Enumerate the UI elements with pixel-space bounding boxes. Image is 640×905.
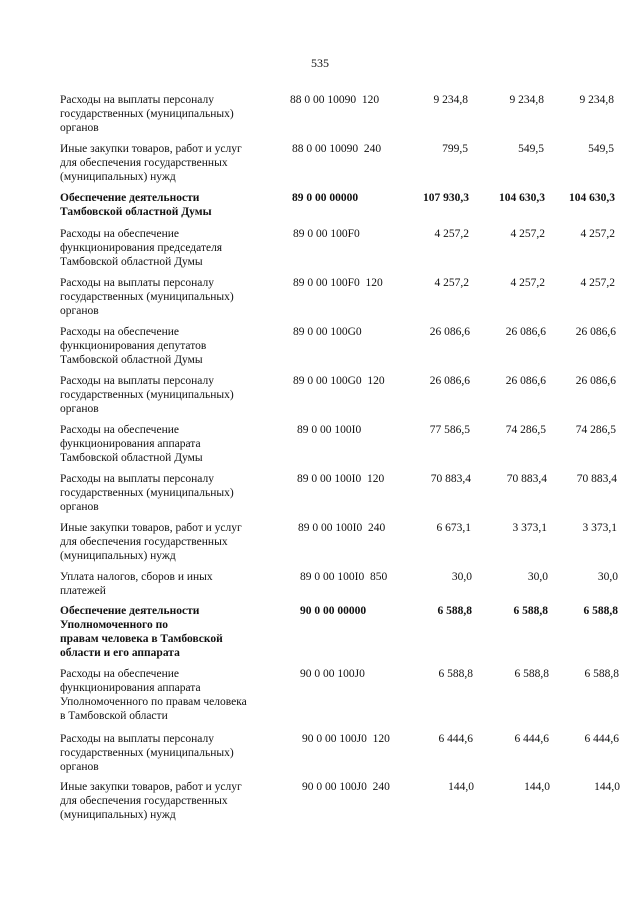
row-name-line: Обеспечение деятельности xyxy=(60,605,200,617)
row-name-line: правам человека в Тамбовской xyxy=(60,633,223,645)
row-name-line: Расходы на выплаты персоналу xyxy=(60,473,214,485)
row-name-line: Расходы на выплаты персоналу xyxy=(60,94,214,106)
row-value-v2: 104 630,3 xyxy=(499,192,545,204)
row-value-v2: 549,5 xyxy=(518,143,544,155)
row-name-line: Расходы на обеспечение xyxy=(60,424,179,436)
row-name-line: Тамбовской областной Думы xyxy=(60,452,203,464)
row-value-v1: 4 257,2 xyxy=(434,228,469,240)
row-name-line: органов xyxy=(60,305,99,317)
row-value-v3: 3 373,1 xyxy=(582,522,617,534)
row-name-line: органов xyxy=(60,122,99,134)
row-name-line: государственных (муниципальных) xyxy=(60,389,234,401)
row-code: 88 0 00 10090 240 xyxy=(292,143,382,155)
row-code: 89 0 00 00000 xyxy=(292,192,359,204)
row-value-v1: 70 883,4 xyxy=(430,473,471,485)
row-name xyxy=(60,521,280,563)
row-name xyxy=(60,325,280,367)
row-value-v1: 6 673,1 xyxy=(436,522,471,534)
row-value-v1: 9 234,8 xyxy=(433,94,468,106)
row-value-v3: 549,5 xyxy=(588,143,614,155)
row-value-v1: 799,5 xyxy=(442,143,468,155)
row-value-v3: 144,0 xyxy=(594,781,620,793)
row-name xyxy=(60,667,280,723)
row-name xyxy=(60,604,280,660)
row-name-line: органов xyxy=(60,403,99,415)
row-name xyxy=(60,780,280,822)
row-value-v3: 26 086,6 xyxy=(575,375,616,387)
row-code: 89 0 00 100I0 850 xyxy=(300,571,388,583)
row-name-line: Расходы на выплаты персоналу xyxy=(60,375,214,387)
row-value-v1: 6 588,8 xyxy=(438,668,473,680)
row-name xyxy=(60,374,280,416)
row-code: 89 0 00 100I0 120 xyxy=(297,473,385,485)
row-value-v2: 30,0 xyxy=(527,571,548,583)
row-value-v3: 6 588,8 xyxy=(583,605,618,617)
row-name-line: государственных (муниципальных) xyxy=(60,108,234,120)
row-value-v3: 6 588,8 xyxy=(584,668,619,680)
row-value-v1: 107 930,3 xyxy=(423,192,469,204)
row-name-line: государственных (муниципальных) xyxy=(60,487,234,499)
row-name-line: (муниципальных) нужд xyxy=(60,171,176,183)
row-value-v1: 26 086,6 xyxy=(429,326,470,338)
row-value-v2: 6 588,8 xyxy=(514,668,549,680)
row-name-line: для обеспечения государственных xyxy=(60,536,228,548)
row-name xyxy=(60,570,280,598)
row-value-v3: 4 257,2 xyxy=(580,277,615,289)
row-name-line: Расходы на выплаты персоналу xyxy=(60,277,214,289)
row-name-line: функционирования аппарата xyxy=(60,682,201,694)
row-name xyxy=(60,276,280,318)
row-name-line: Тамбовской областной Думы xyxy=(60,354,203,366)
row-value-v2: 3 373,1 xyxy=(512,522,547,534)
row-name-line: для обеспечения государственных xyxy=(60,795,228,807)
row-value-v3: 9 234,8 xyxy=(579,94,614,106)
row-value-v3: 30,0 xyxy=(597,571,618,583)
row-name-line: функционирования аппарата xyxy=(60,438,201,450)
row-name xyxy=(60,732,280,774)
row-value-v2: 70 883,4 xyxy=(506,473,547,485)
row-name-line: функционирования председателя xyxy=(60,242,223,254)
row-name-line: органов xyxy=(60,761,99,773)
row-name-line: Расходы на обеспечение xyxy=(60,228,179,240)
row-name xyxy=(60,472,280,514)
row-value-v1: 6 588,8 xyxy=(437,605,472,617)
row-name xyxy=(60,142,280,184)
row-value-v2: 4 257,2 xyxy=(510,228,545,240)
row-value-v2: 4 257,2 xyxy=(510,277,545,289)
row-value-v2: 74 286,5 xyxy=(505,424,546,436)
row-name-line: платежей xyxy=(60,585,106,597)
row-name-line: Расходы на обеспечение xyxy=(60,668,179,680)
row-code: 89 0 00 100I0 xyxy=(297,424,362,436)
row-name-line: для обеспечения государственных xyxy=(60,157,228,169)
row-name-line: Обеспечение деятельности xyxy=(60,192,200,204)
row-name-line: Уплата налогов, сборов и иных xyxy=(60,571,213,583)
row-name xyxy=(60,191,280,219)
row-value-v2: 144,0 xyxy=(524,781,550,793)
row-value-v3: 104 630,3 xyxy=(569,192,615,204)
row-name-line: Иные закупки товаров, работ и услуг xyxy=(60,143,242,155)
row-name-line: в Тамбовской области xyxy=(60,710,168,722)
row-name-line: государственных (муниципальных) xyxy=(60,747,234,759)
row-name-line: Иные закупки товаров, работ и услуг xyxy=(60,522,242,534)
row-value-v1: 4 257,2 xyxy=(434,277,469,289)
row-value-v1: 26 086,6 xyxy=(429,375,470,387)
row-code: 89 0 00 100F0 xyxy=(293,228,360,240)
row-code: 89 0 00 100F0 120 xyxy=(293,277,383,289)
row-value-v2: 26 086,6 xyxy=(505,326,546,338)
row-name-line: Уполномоченного по правам человека xyxy=(60,696,247,708)
row-name-line: Тамбовской областной Думы xyxy=(60,256,203,268)
row-value-v1: 77 586,5 xyxy=(429,424,470,436)
row-code: 89 0 00 100G0 120 xyxy=(293,375,385,387)
row-code: 90 0 00 100J0 xyxy=(300,668,365,680)
row-value-v3: 26 086,6 xyxy=(575,326,616,338)
row-name xyxy=(60,93,280,135)
row-name-line: органов xyxy=(60,501,99,513)
row-value-v1: 30,0 xyxy=(451,571,472,583)
row-value-v3: 4 257,2 xyxy=(580,228,615,240)
row-code: 90 0 00 00000 xyxy=(300,605,367,617)
row-name xyxy=(60,423,280,465)
row-value-v1: 144,0 xyxy=(448,781,474,793)
row-code: 89 0 00 100I0 240 xyxy=(298,522,386,534)
row-name-line: области и его аппарата xyxy=(60,647,180,659)
row-value-v2: 9 234,8 xyxy=(509,94,544,106)
row-value-v3: 70 883,4 xyxy=(576,473,617,485)
row-name-line: (муниципальных) нужд xyxy=(60,550,176,562)
row-code: 88 0 00 10090 120 xyxy=(290,94,380,106)
row-name-line: Иные закупки товаров, работ и услуг xyxy=(60,781,242,793)
row-name xyxy=(60,227,280,269)
row-name-line: (муниципальных) нужд xyxy=(60,809,176,821)
row-name-line: функционирования депутатов xyxy=(60,340,207,352)
row-name-line: государственных (муниципальных) xyxy=(60,291,234,303)
row-value-v2: 6 588,8 xyxy=(513,605,548,617)
row-code: 90 0 00 100J0 120 xyxy=(302,733,390,745)
row-code: 89 0 00 100G0 xyxy=(293,326,362,338)
row-name-line: Расходы на выплаты персоналу xyxy=(60,733,214,745)
row-value-v2: 6 444,6 xyxy=(514,733,549,745)
row-name-line: Уполномоченного по xyxy=(60,619,168,631)
row-value-v3: 6 444,6 xyxy=(584,733,619,745)
row-value-v2: 26 086,6 xyxy=(505,375,546,387)
row-name-line: Расходы на обеспечение xyxy=(60,326,179,338)
row-value-v1: 6 444,6 xyxy=(438,733,473,745)
row-value-v3: 74 286,5 xyxy=(575,424,616,436)
row-name-line: Тамбовской областной Думы xyxy=(60,206,212,218)
row-code: 90 0 00 100J0 240 xyxy=(302,781,390,793)
page-number: 535 xyxy=(311,56,329,70)
